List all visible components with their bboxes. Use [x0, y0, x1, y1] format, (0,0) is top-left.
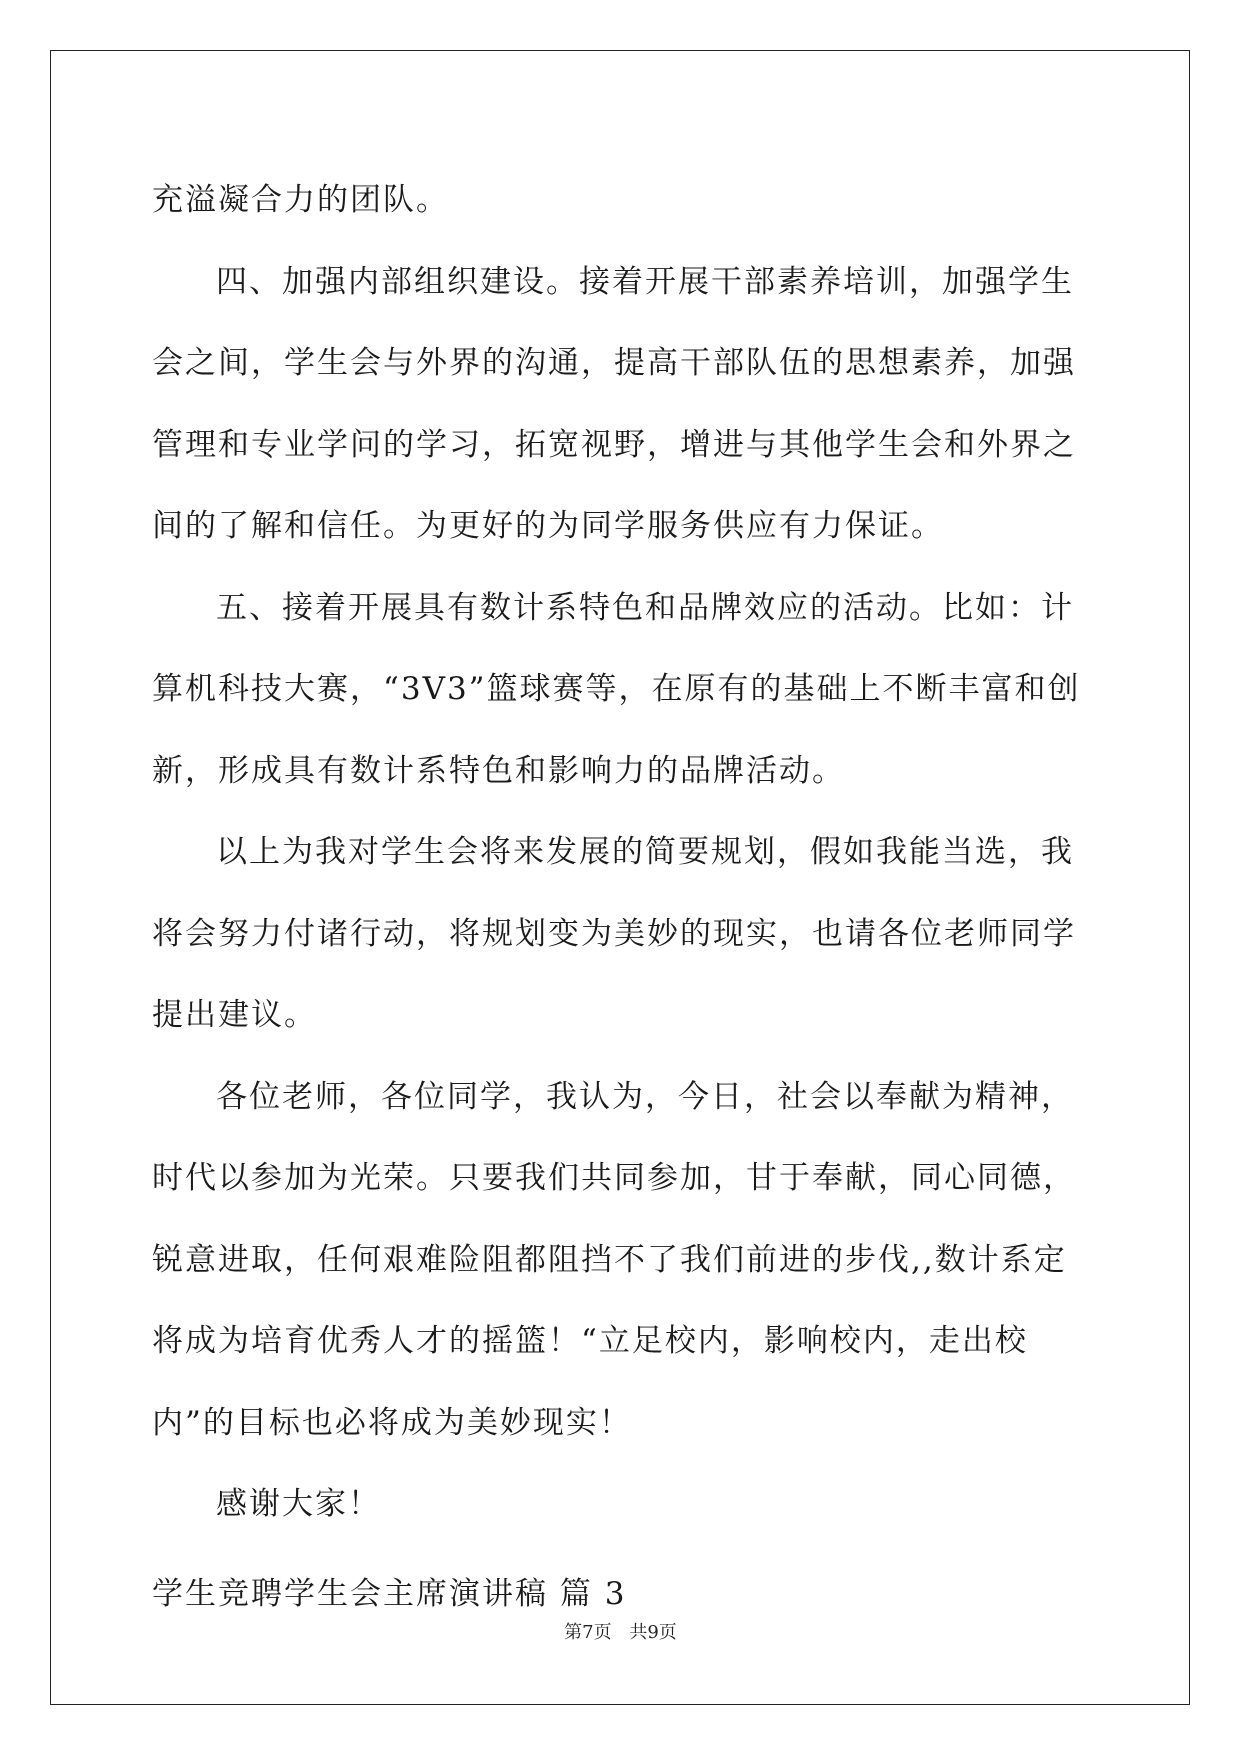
page-total: 共9页 — [629, 1622, 677, 1643]
paragraph-5: 各位老师，各位同学，我认为，今日，社会以奉献为精神，时代以参加为光荣。只要我们共同参加，甘于奉献，同心同德，锐意进取，任何艰难险阻都阻挡不了我们前进的步伐,,数计系定将成为培育优秀人才的摇篮！“立足校内，影响校内，走出校内”的目标也必将成为美妙现实！ — [152, 1078, 1076, 1441]
paragraph-1: 充溢凝合力的团队。 — [152, 182, 449, 218]
section-heading: 学生竞聘学生会主席演讲稿 篇 3 — [152, 1575, 627, 1612]
paragraph-6: 感谢大家！ — [216, 1486, 381, 1522]
page-number: 第7页 — [564, 1622, 612, 1643]
page-footer — [0, 1618, 1241, 1644]
paragraph-2: 四、加强内部组织建设。接着开展干部素养培训，加强学生会之间，学生会与外界的沟通，提高干部队伍的思想素养，加强管理和专业学问的学习，拓宽视野，增进与其他学生会和外界之间的了解和信任。为更好的为同学服务供应有力保证。 — [152, 263, 1076, 544]
document-body — [152, 160, 1092, 1624]
paragraph-4: 以上为我对学生会将来发展的简要规划，假如我能当选，我将会努力付诸行动，将规划变为美妙的现实，也请各位老师同学提出建议。 — [152, 834, 1076, 1033]
paragraph-3: 五、接着开展具有数计系特色和品牌效应的活动。比如：计算机科技大赛，“3V3”篮球赛等，在原有的基础上不断丰富和创新，形成具有数计系特色和影响力的品牌活动。 — [152, 589, 1081, 789]
